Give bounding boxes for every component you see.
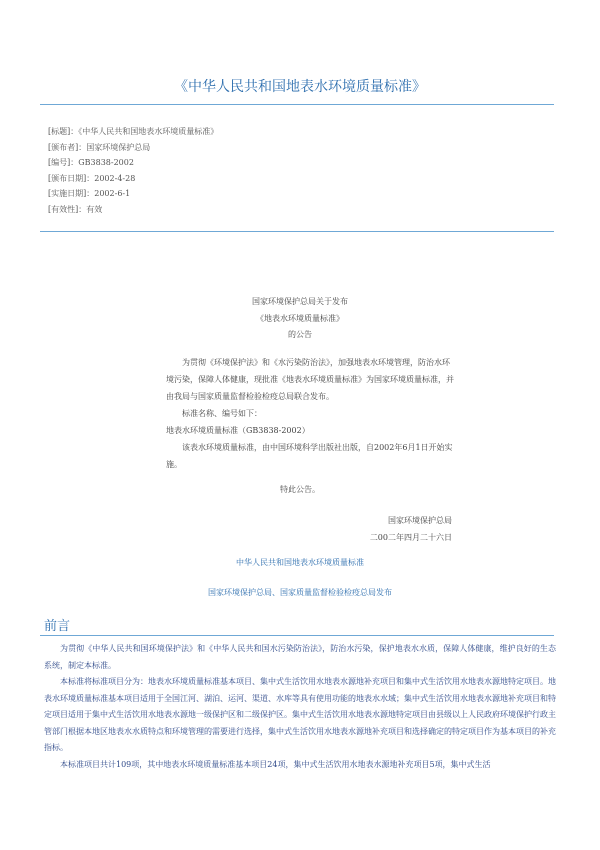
notice-heading-line: 《地表水环境质量标准》 [256, 313, 344, 323]
notice-heading-line: 的公告 [288, 330, 312, 339]
notice-body [166, 354, 456, 473]
meta-row-effective-date [48, 186, 218, 202]
notice-paragraph: 该表水环境质量标准，由中国环境科学出版社出版，自2002年6月1日开始实施。 [166, 443, 453, 469]
meta-row-number [48, 155, 218, 171]
meta-label: [颁布日期]： [48, 173, 95, 183]
notice-heading-line: 国家环境保护总局关于发布 [252, 297, 348, 306]
preface-body [44, 641, 556, 773]
notice-closing: 特此公告。 [280, 485, 320, 494]
meta-value: 国家环境保护总局 [86, 142, 151, 152]
notice-standard-line: 地表水环境质量标准（GB3838-2002） [166, 426, 310, 435]
preface-paragraph: 本标准项目共计109项，其中地表水环境质量标准基本项目24项，集中式生活饮用水地表水源地补充项目5项，集中式生活 [60, 759, 491, 769]
meta-row-issue-date [48, 171, 218, 187]
standard-issuer: 国家环境保护总局、国家质量监督检验检疫总局发布 [208, 588, 392, 597]
signature-org: 国家环境保护总局 [388, 516, 452, 525]
notice-paragraph: 标准名称、编号如下： [182, 409, 262, 418]
meta-value: 《中华人民共和国地表水环境质量标准》 [78, 127, 219, 136]
preface-paragraph: 为贯彻《中华人民共和国环境保护法》和《中华人民共和国水污染防治法》，防治水污染，保护地表水水质，保障人体健康，维护良好的生态系统，制定本标准。 [44, 644, 556, 670]
meta-row-issuer [48, 140, 218, 156]
standard-name: 中华人民共和国地表水环境质量标准 [236, 558, 364, 567]
preface-title: 前言 [44, 619, 71, 634]
preface-divider [40, 635, 554, 636]
top-divider [40, 104, 554, 105]
meta-label: [实施日期]： [48, 189, 95, 198]
meta-row-title [48, 124, 218, 140]
preface-paragraph: 本标准将标准项目分为：地表水环境质量标准基本项目、集中式生活饮用水地表水源地补充项目和集中式生活饮用水地表水源地特定项目。地表水环境质量标准基本项目适用于全国江河、湖泊、运河、渠道、水库等具有使用功能的地表水水域；集中式生活饮用水地表水源地补充项目和特定项目适用于集中式生活饮用水地表水源地一级保护区和二级保护区。集中式生活饮用水地表水源地特定项目由县级以上人民政府环境保护行政主管部门根据本地区地表水水质特点和环境管理的需要进行选择，集中式生活饮用水地表水源地补充项目和选择确定的特定项目作为基本项目的补充指标。 [44, 677, 556, 752]
notice-signature-block [370, 512, 452, 546]
meta-row-validity [48, 202, 218, 218]
meta-label: [标题]： [48, 127, 79, 136]
meta-value: 有效 [86, 204, 103, 214]
metadata-block [48, 124, 218, 217]
meta-label: [编号]： [48, 158, 79, 167]
meta-value: 2002-4-28 [94, 173, 136, 183]
document-title: 《中华人民共和国地表水环境质量标准》 [174, 79, 426, 95]
signature-date: 二00二年四月二十六日 [369, 533, 452, 542]
meta-value: GB3838-2002 [78, 158, 134, 167]
notice-heading [0, 294, 600, 344]
notice-paragraph: 为贯彻《环境保护法》和《水污染防治法》，加强地表水环境管理，防治水环境污染，保障人体健康，现批准《地表水环境质量标准》为国家环境质量标准，并由我局与国家质量监督检验检疫总局联合发布。 [166, 358, 454, 401]
meta-value: 2002-6-1 [94, 189, 131, 198]
meta-divider [40, 231, 554, 232]
meta-label: [颁布者]： [48, 142, 87, 152]
meta-label: [有效性]： [48, 204, 87, 214]
